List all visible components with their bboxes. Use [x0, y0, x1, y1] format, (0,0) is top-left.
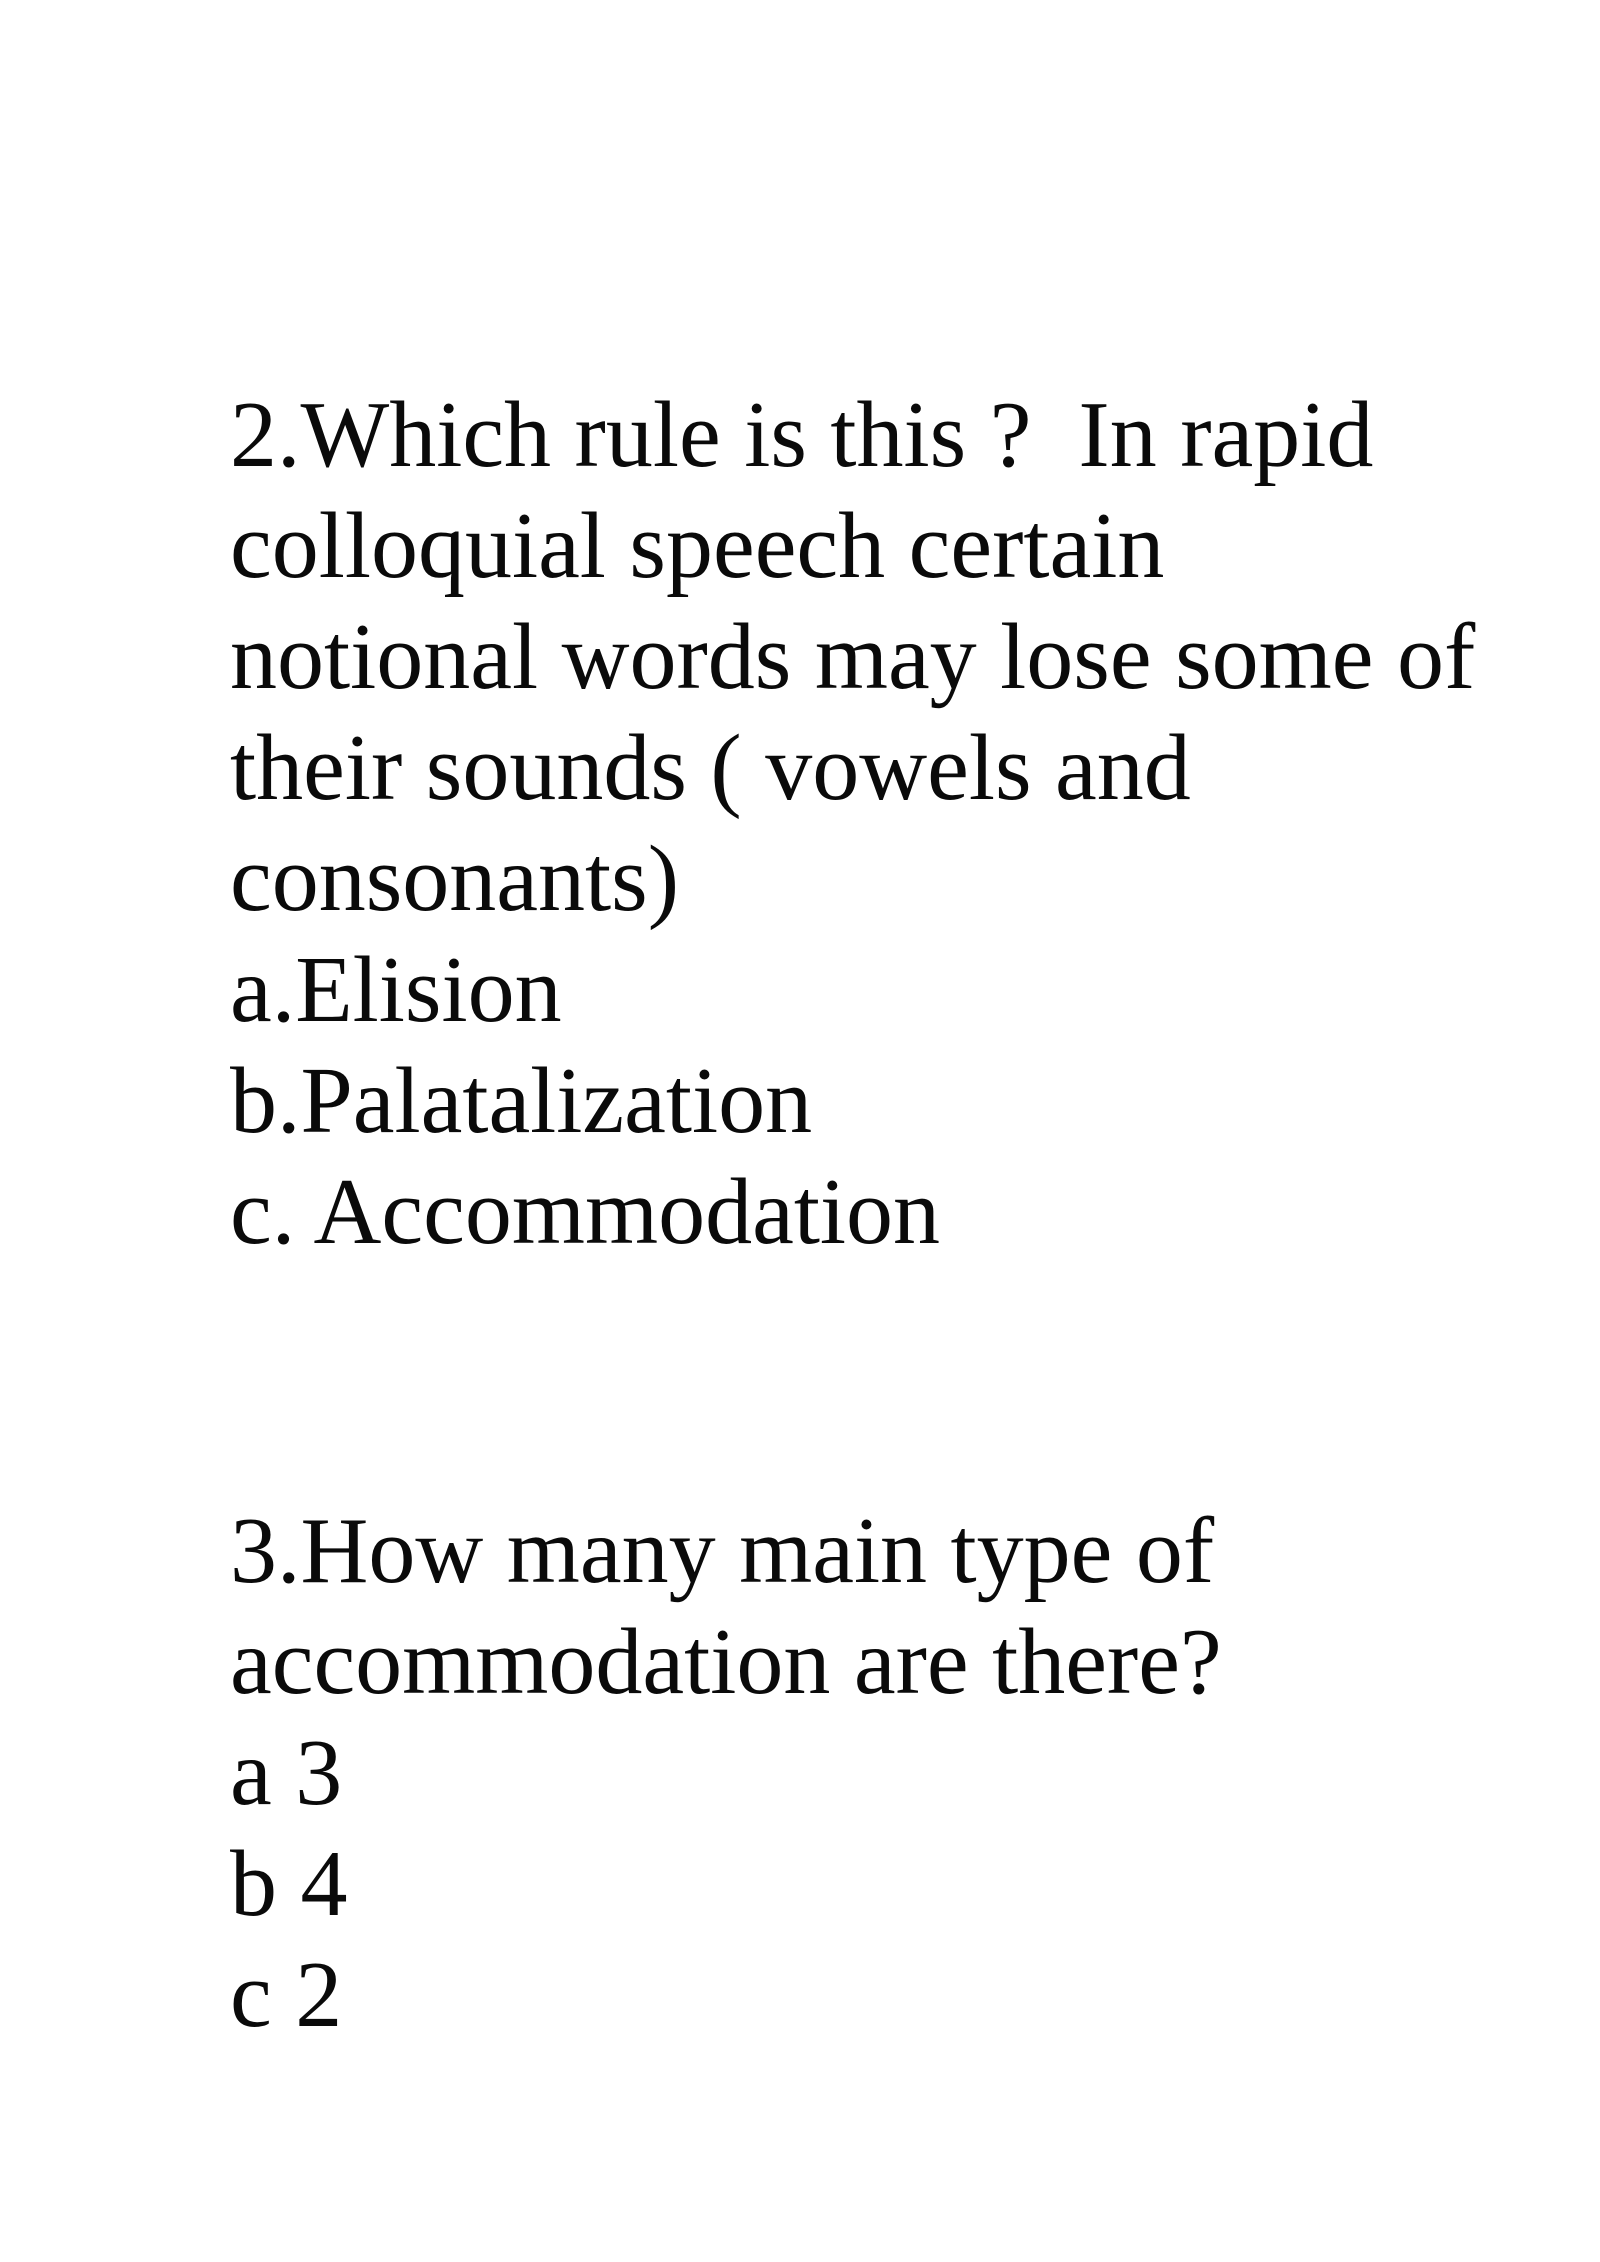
question-2-text-line: 2.Which rule is this ? In rapid — [230, 383, 1374, 487]
question-2-text-line: notional words may lose some of — [230, 605, 1476, 709]
question-2-text-line: their sounds ( vowels and — [230, 716, 1191, 820]
question-2-option-c: c. Accommodation — [230, 1160, 941, 1264]
question-3-option-b: b 4 — [230, 1832, 348, 1936]
question-3-text-line: 3.How many main type of — [230, 1499, 1215, 1603]
question-3 — [230, 1496, 1530, 2051]
question-2 — [230, 380, 1530, 1268]
question-3-option-a: a 3 — [230, 1721, 343, 1825]
question-3-text-line: accommodation are there? — [230, 1610, 1222, 1714]
question-2-text-line: colloquial speech certain — [230, 494, 1165, 598]
question-2-text-line: consonants) — [230, 827, 680, 931]
question-3-option-c: c 2 — [230, 1943, 343, 2047]
question-2-option-a: a.Elision — [230, 938, 562, 1042]
question-2-option-b: b.Palatalization — [230, 1049, 813, 1153]
